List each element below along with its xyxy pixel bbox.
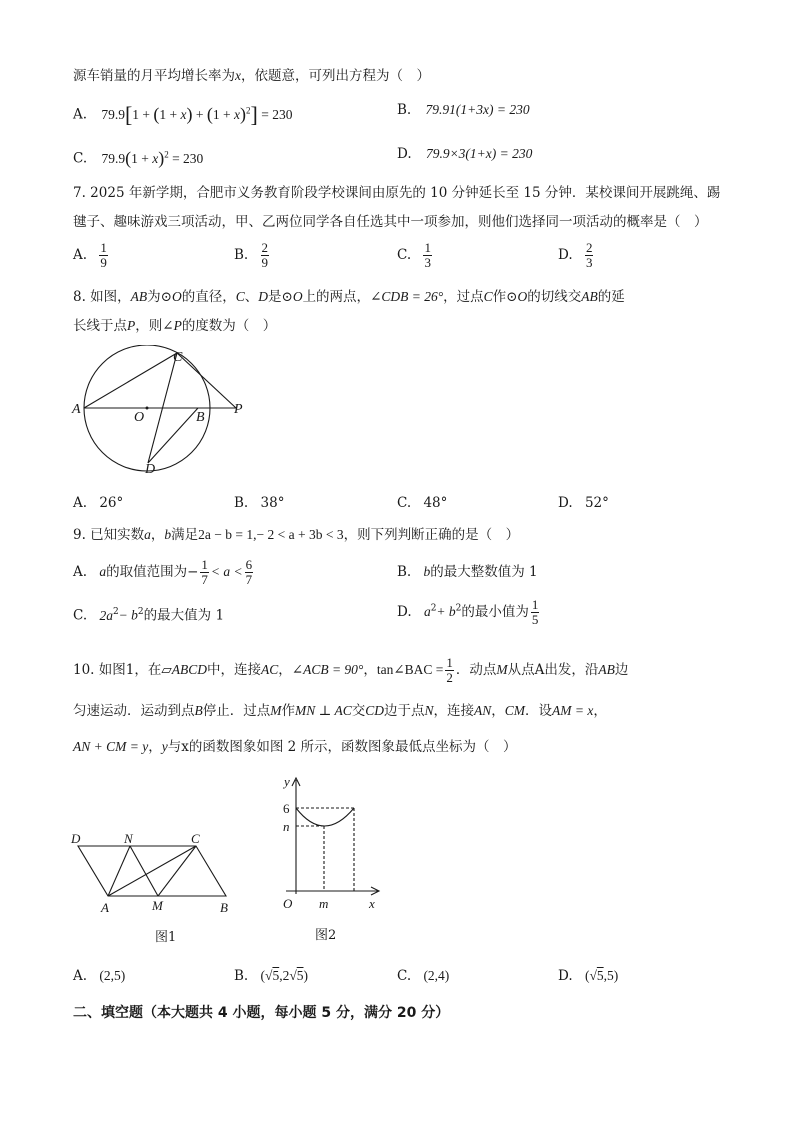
q6-option-c-expr: $79.9(1 + x)^2 = 230$ — [101, 147, 204, 168]
q7-line-2: 毽子、趣味游戏三项活动，甲、乙两位同学各自任选其中一项参加，则他们选择同一项活动的概率是（ ） — [73, 214, 708, 230]
q7-option-d-frac: $\frac{2}{3}$ — [585, 240, 593, 270]
q8-center-dot — [146, 407, 149, 410]
q7-option-d: D. $\frac{2}{3}$ — [558, 240, 593, 270]
q10-fig1-label-d: D — [71, 831, 81, 846]
q8-option-c: C. 48° — [397, 495, 448, 511]
q6-option-d: D. 79.9×3(1+x) = 230 — [397, 146, 533, 162]
q10-fig1-label-a: A — [101, 900, 109, 915]
q7-option-c: C. $\frac{1}{3}$ — [397, 240, 431, 270]
q7-line-1: 7. 2025 年新学期，合肥市义务教育阶段学校课间由原先的 10 分钟延长至 15 分钟．某校课间开展跳绳、踢 — [73, 185, 721, 201]
q9-option-c: C. $2a^2- b^2$的最大值为 1 — [73, 607, 225, 624]
q10-line-3: AN + CM = y，y与x的函数图象如图 2 所示，函数图象最低点坐标为（ ） — [73, 739, 517, 755]
q8-option-b: B. 38° — [234, 495, 285, 511]
q10-fig2-label-o: O — [283, 896, 293, 911]
q10-figure-2 — [276, 772, 386, 917]
q6-option-a: A. $79.9[1 + (1 + x) + (1 + x)^2] = 230$ — [73, 101, 293, 127]
q6-stem: 源车销量的月平均增长率为x，依题意，可列出方程为（ ） — [73, 68, 430, 84]
q7-option-c-frac: $\frac{1}{3}$ — [424, 240, 431, 270]
q9-option-b: B. b的最大整数值为 1 — [397, 564, 538, 580]
q7-option-b: B. $\frac{2}{9}$ — [234, 240, 269, 270]
q9-stem: 9. 已知实数a，b满足2a − b = 1,− 2 < a + 3b < 3，则下列判断正确的是（ ） — [73, 527, 520, 543]
q10-fig1-label-n: N — [124, 831, 133, 846]
q8-label-c: C — [173, 350, 183, 365]
q10-option-c: C. (2,4) — [397, 968, 450, 984]
q10-fig2-label-six: 6 — [283, 801, 290, 816]
q8-line-1: 8. 如图，AB为⊙O的直径，C、D是⊙O上的两点，∠CDB = 26°，过点C作⊙O的切线交AB的延 — [73, 289, 625, 305]
q10-figure-1 — [68, 826, 238, 921]
q10-diagonal-ac — [108, 846, 196, 896]
q10-fig2-caption: 图2 — [315, 928, 337, 943]
q6-option-c: C. $79.9(1 + x)^2 = 230$ — [73, 147, 204, 168]
q8-tangent-cp — [177, 353, 236, 408]
q10-fig1-label-b: B — [220, 900, 228, 915]
q8-line-2: 长线于点P，则∠P的度数为（ ） — [73, 318, 277, 334]
q10-fig2-curve — [296, 808, 354, 826]
q8-option-d: D. 52° — [558, 495, 609, 511]
q10-fig1-caption: 图1 — [155, 930, 177, 945]
q9-option-d: D. $a^2+ b^2$的最小值为 $\frac{1}{5}$ — [397, 597, 539, 627]
q10-fig1-label-m: M — [152, 898, 163, 913]
q10-fig2-label-x: x — [369, 896, 375, 911]
q10-option-b: B. (√5,2√5) — [234, 968, 308, 984]
q10-fig2-label-y: y — [284, 774, 290, 789]
q6-option-d-expr: 79.9×3(1+x) = 230 — [425, 146, 533, 161]
q10-segment-mn — [130, 846, 158, 896]
q6-option-a-expr: $79.9[1 + (1 + x) + (1 + x)^2] = 230$ — [101, 101, 293, 127]
q10-option-d: D. (√5,5) — [558, 968, 619, 984]
q8-label-p: P — [234, 402, 243, 417]
q8-label-a: A — [72, 402, 81, 417]
q10-fig2-label-n: n — [283, 819, 290, 834]
q10-line-1: 10. 如图1，在▱ABCD中，连接AC，∠ACB = 90°，tan∠BAC = $\frac{1}{2}$ ．动点M从点A出发，沿AB边 — [73, 655, 629, 685]
q10-option-a: A. (2,5) — [73, 968, 126, 984]
q6-var: x — [235, 68, 241, 83]
q8-circle-figure — [68, 345, 258, 477]
q8-chord-ac — [84, 353, 177, 408]
q10-fig2-label-m: m — [319, 896, 329, 911]
q10-segment-an — [108, 846, 130, 896]
q10-segment-cm — [158, 846, 196, 896]
q9-option-a: A. a的取值范围为− $\frac{1}{7}$ < a < $\frac{6}{7}$ — [73, 557, 253, 587]
q6-option-b-expr: 79.91(1+3x) = 230 — [425, 102, 530, 117]
q7-option-b-frac: $\frac{2}{9}$ — [261, 240, 269, 270]
q10-fig1-label-c: C — [191, 831, 200, 846]
q10-line-2: 匀速运动．运动到点B停止．过点M作MN ⊥ AC交CD边于点N，连接AN，CM．设AM = x， — [73, 703, 607, 719]
q8-option-a: A. 26° — [73, 495, 124, 511]
q8-label-o: O — [134, 410, 145, 425]
q7-option-a-frac: $\frac{1}{9}$ — [100, 240, 107, 270]
section-2-heading: 二、填空题（本大题共 4 小题，每小题 5 分，满分 20 分） — [73, 1005, 450, 1021]
q8-label-b: B — [196, 410, 205, 425]
q7-option-a: A. $\frac{1}{9}$ — [73, 240, 107, 270]
q8-label-d: D — [145, 462, 156, 477]
q6-option-b: B. 79.91(1+3x) = 230 — [397, 102, 530, 118]
